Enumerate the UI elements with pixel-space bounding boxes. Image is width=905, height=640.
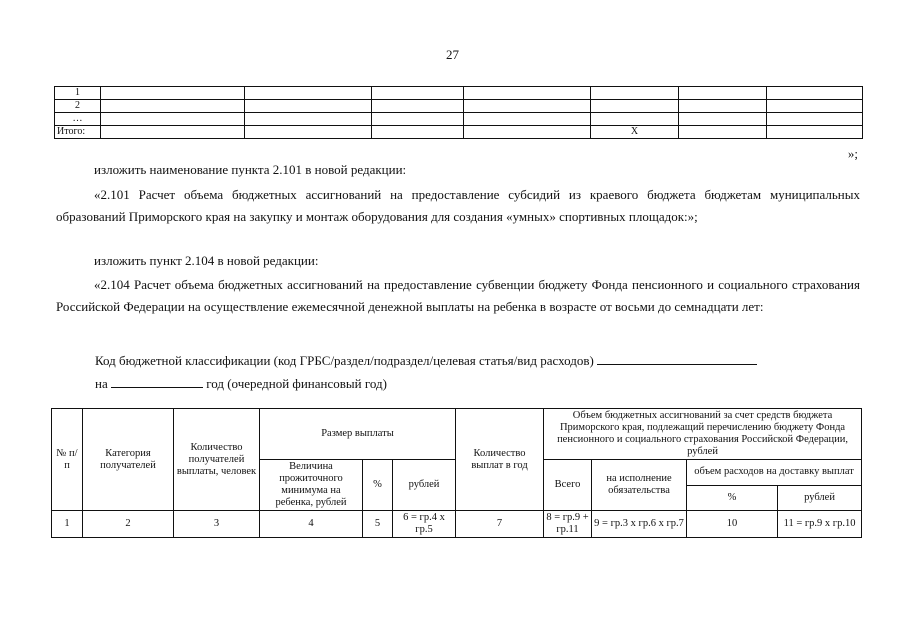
year-prefix: на bbox=[95, 376, 108, 391]
budget-code-label: Код бюджетной классификации (код ГРБС/раздел/подраздел/целевая статья/вид расходов) bbox=[95, 353, 594, 368]
header-category: Категория получателей bbox=[83, 409, 174, 511]
table-row bbox=[55, 87, 863, 100]
paragraph-text: «2.101 Расчет объема бюджетных ассигнований на предоставление субсидий из краевого бюджета бюджетам муниципальных образований Приморского края на закупку и монтаж оборудования для создания «умных» спортивных площадок:»; bbox=[56, 187, 860, 224]
column-number: 3 bbox=[174, 511, 260, 538]
table-row-total bbox=[55, 126, 863, 139]
year-blank bbox=[111, 375, 203, 388]
column-number: 10 bbox=[687, 511, 778, 538]
budget-code-line bbox=[95, 352, 757, 369]
header-num: № п/п bbox=[52, 409, 83, 511]
header-obligation: на исполнение обязательства bbox=[592, 460, 687, 511]
x-mark: X bbox=[591, 126, 679, 139]
row-label: 2 bbox=[55, 100, 101, 113]
column-number: 9 = гр.3 х гр.6 х гр.7 bbox=[592, 511, 687, 538]
total-label: Итого: bbox=[55, 126, 101, 139]
closing-quote: »; bbox=[847, 146, 858, 161]
column-number: 4 bbox=[260, 511, 363, 538]
paragraph-text: изложить пункт 2.104 в новой редакции: bbox=[94, 253, 319, 268]
paragraph bbox=[56, 159, 860, 181]
paragraph bbox=[56, 184, 860, 228]
column-number: 11 = гр.9 х гр.10 bbox=[778, 511, 862, 538]
paragraph bbox=[56, 250, 860, 272]
header-budget-volume: Объем бюджетных ассигнований за счет средств бюджета Приморского края, подлежащий перечислению бюджету Фонда пенсионного и социального страхования Российской Федерации, рублей bbox=[544, 409, 862, 460]
table-row bbox=[55, 113, 863, 126]
column-number: 7 bbox=[456, 511, 544, 538]
header-percent: % bbox=[363, 460, 393, 511]
header-delivery-percent: % bbox=[687, 485, 778, 511]
paragraph-text: «2.104 Расчет объема бюджетных ассигнований на предоставление субвенции бюджету Фонда пенсионного и социального страхования Российской Федерации на осуществление ежемесячной денежной выплаты на ребенка в возрасте от восьми до семнадцати лет: bbox=[56, 277, 860, 314]
paragraph bbox=[56, 274, 860, 318]
column-number-row bbox=[52, 511, 862, 538]
calculation-table bbox=[51, 408, 862, 538]
header-count: Количество получателей выплаты, человек bbox=[174, 409, 260, 511]
column-number: 8 = гр.9 + гр.11 bbox=[544, 511, 592, 538]
year-suffix: год (очередной финансовый год) bbox=[206, 376, 387, 391]
header-delivery: объем расходов на доставку выплат bbox=[687, 460, 862, 486]
table-row bbox=[55, 100, 863, 113]
column-number: 6 = гр.4 х гр.5 bbox=[393, 511, 456, 538]
page-number: 27 bbox=[446, 47, 459, 62]
header-payment-size: Размер выплаты bbox=[260, 409, 456, 460]
header-total: Всего bbox=[544, 460, 592, 511]
header-subsistence: Величина прожиточного минимума на ребенка, рублей bbox=[260, 460, 363, 511]
header-rubles: рублей bbox=[393, 460, 456, 511]
row-label: 1 bbox=[55, 87, 101, 100]
year-line bbox=[95, 375, 387, 392]
paragraph-text: изложить наименование пункта 2.101 в новой редакции: bbox=[94, 162, 407, 177]
header-delivery-rubles: рублей bbox=[778, 485, 862, 511]
row-label: … bbox=[55, 113, 101, 126]
column-number: 1 bbox=[52, 511, 83, 538]
column-number: 2 bbox=[83, 511, 174, 538]
top-table bbox=[54, 86, 863, 139]
budget-code-blank bbox=[597, 352, 757, 365]
header-payments-per-year: Количество выплат в год bbox=[456, 409, 544, 511]
column-number: 5 bbox=[363, 511, 393, 538]
